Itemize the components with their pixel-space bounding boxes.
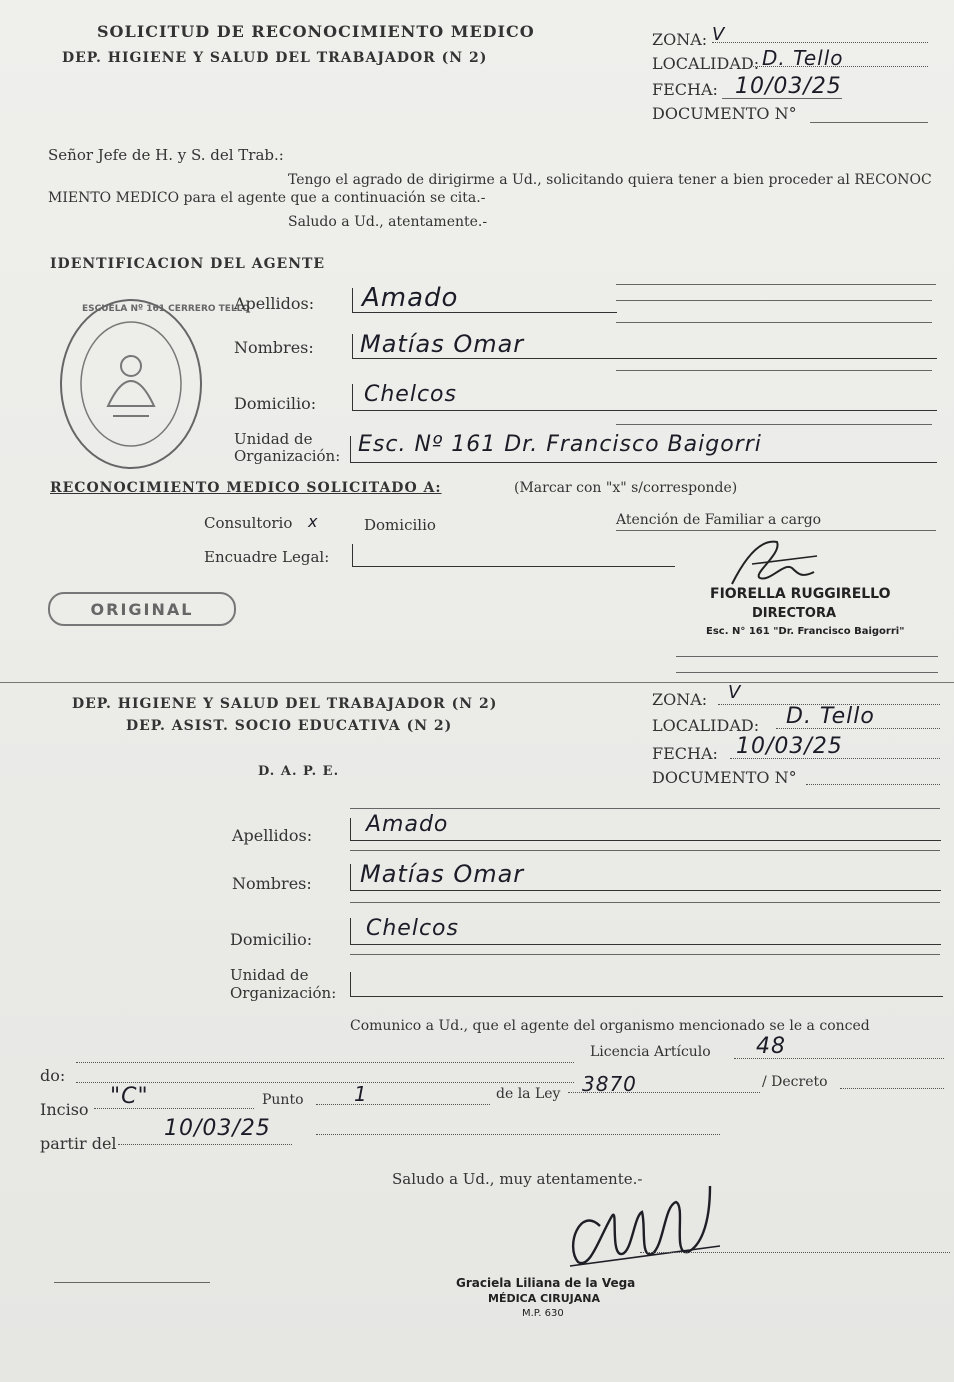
comunico-text: Comunico a Ud., que el agente del organismo mencionado se le a conced <box>350 1018 870 1034</box>
zona-value: V <box>712 24 726 45</box>
fill-line <box>350 850 940 851</box>
doctor-mp: M.P. 630 <box>522 1308 564 1319</box>
inciso-label: Inciso <box>40 1100 89 1119</box>
signer-school: Esc. N° 161 "Dr. Francisco Baigorri" <box>706 626 905 637</box>
signer-role: DIRECTORA <box>752 606 837 621</box>
bottom-dept-1: DEP. HIGIENE Y SALUD DEL TRABAJADOR (N 2) <box>72 696 498 712</box>
zona-label: ZONA: <box>652 30 708 49</box>
bottom-domicilio-label: Domicilio: <box>230 930 313 949</box>
documento-label: DOCUMENTO N° <box>652 104 797 123</box>
id-heading: IDENTIFICACION DEL AGENTE <box>50 256 326 272</box>
fecha-value: 10/03/25 <box>735 74 842 99</box>
salutation: Señor Jefe de H. y S. del Trab.: <box>48 146 284 164</box>
unidad-label-2: Organización: <box>234 447 341 465</box>
fill-line <box>616 284 936 285</box>
fecha-line <box>722 98 842 99</box>
body-line-1: Tengo el agrado de dirigirme a Ud., solicitando quiera tener a bien proceder al RECONOC <box>288 172 932 188</box>
bottom-dept-2: DEP. ASIST. SOCIO EDUCATIVA (N 2) <box>126 718 453 734</box>
atencion-option: Atención de Familiar a cargo <box>616 512 822 528</box>
licencia-label: Licencia Artículo <box>590 1044 711 1060</box>
bottom-unidad-box <box>350 972 943 997</box>
zona-line <box>712 42 928 43</box>
fill-line <box>616 424 932 425</box>
fill-line <box>76 1082 574 1083</box>
inciso-value: "C" <box>110 1084 149 1109</box>
seal-text: ESCUELA Nº 161 CERRERO TELLO <box>82 304 250 314</box>
bottom-zona-label: ZONA: <box>652 690 708 709</box>
fill-line <box>76 1062 574 1063</box>
documento-line <box>810 122 928 123</box>
doctor-role: MÉDICA CIRUJANA <box>488 1292 600 1305</box>
bottom-nombres-value: Matías Omar <box>360 860 525 888</box>
fill-line <box>616 370 932 371</box>
bottom-apellidos-label: Apellidos: <box>232 826 313 845</box>
body-line-2: MIENTO MEDICO para el agente que a continuación se cita.- <box>48 190 486 206</box>
licencia-value: 48 <box>756 1034 786 1059</box>
form-title: SOLICITUD DE RECONOCIMIENTO MEDICO <box>97 22 535 41</box>
punto-value: 1 <box>354 1082 368 1106</box>
bottom-domicilio-value: Chelcos <box>366 916 459 941</box>
bottom-fecha-line <box>730 758 940 759</box>
original-stamp-text: ORIGINAL <box>90 599 194 619</box>
unidad-value: Esc. Nº 161 Dr. Francisco Baigorri <box>358 432 762 457</box>
unidad-label-1: Unidad de <box>234 430 313 448</box>
body-line-3: Saludo a Ud., atentamente.- <box>288 214 488 230</box>
consultorio-option: Consultorio <box>204 514 293 532</box>
punto-label: Punto <box>262 1092 304 1108</box>
nombres-label: Nombres: <box>234 338 314 357</box>
ley-value: 3870 <box>582 1072 637 1096</box>
domicilio-value: Chelcos <box>364 382 457 407</box>
fill-line <box>350 808 940 809</box>
domicilio-option: Domicilio <box>364 516 436 534</box>
localidad-label: LOCALIDAD: <box>652 54 760 73</box>
encuadre-box <box>352 544 675 567</box>
recon-note: (Marcar con "x" s/corresponde) <box>514 480 738 496</box>
fill-line <box>118 1144 292 1145</box>
signer-name: FIORELLA RUGGIRELLO <box>710 586 891 602</box>
bottom-localidad-label: LOCALIDAD: <box>652 716 760 735</box>
decreto-label: / Decreto <box>762 1074 828 1090</box>
do-label: do: <box>40 1066 66 1085</box>
partir-value: 10/03/25 <box>164 1116 271 1141</box>
bottom-documento-line <box>806 784 940 785</box>
fecha-label: FECHA: <box>652 80 718 99</box>
fill-line <box>54 1282 210 1283</box>
partir-label: partir del <box>40 1134 117 1153</box>
ley-label: de la Ley <box>496 1086 561 1102</box>
consultorio-mark: x <box>308 512 319 531</box>
fill-line <box>840 1088 944 1089</box>
fill-line <box>676 672 938 673</box>
section-divider <box>0 682 954 683</box>
original-stamp <box>48 592 236 626</box>
domicilio-label: Domicilio: <box>234 394 317 413</box>
bottom-unidad-label-2: Organización: <box>230 984 337 1002</box>
localidad-line <box>750 66 928 67</box>
bottom-nombres-label: Nombres: <box>232 874 312 893</box>
bottom-zona-value: V <box>728 682 742 703</box>
fill-line <box>616 530 936 531</box>
fill-line <box>94 1108 254 1109</box>
seal-icon <box>58 296 204 472</box>
fill-line <box>734 1058 944 1059</box>
bottom-localidad-value: D. Tello <box>786 704 875 729</box>
dape-label: D. A. P. E. <box>258 764 340 779</box>
encuadre-label: Encuadre Legal: <box>204 548 330 566</box>
school-seal <box>58 296 250 472</box>
fill-line <box>316 1104 490 1105</box>
recon-heading: RECONOCIMIENTO MEDICO SOLICITADO A: <box>50 480 442 496</box>
fill-line <box>350 902 940 903</box>
saludo-text: Saludo a Ud., muy atentamente.- <box>392 1170 643 1188</box>
doctor-name: Graciela Liliana de la Vega <box>456 1276 636 1290</box>
fill-line <box>616 300 932 301</box>
bottom-documento-label: DOCUMENTO N° <box>652 768 797 787</box>
bottom-localidad-line <box>776 728 940 729</box>
fill-line <box>640 1252 950 1253</box>
apellidos-value: Amado <box>362 283 459 313</box>
bottom-unidad-label-1: Unidad de <box>230 966 309 984</box>
fill-line <box>616 322 932 323</box>
dept-heading: DEP. HIGIENE Y SALUD DEL TRABAJADOR (N 2) <box>62 50 488 66</box>
director-signature-icon <box>722 534 832 590</box>
fill-line <box>350 954 940 955</box>
bottom-apellidos-value: Amado <box>366 812 449 837</box>
bottom-fecha-value: 10/03/25 <box>736 734 843 759</box>
apellidos-label: Apellidos: <box>234 294 315 313</box>
bottom-fecha-label: FECHA: <box>652 744 718 763</box>
localidad-value: D. Tello <box>762 46 844 70</box>
doctor-signature-icon <box>560 1166 730 1276</box>
fill-line <box>568 1092 760 1093</box>
nombres-value: Matías Omar <box>360 330 525 358</box>
fill-line <box>676 656 938 657</box>
fill-line <box>316 1134 720 1135</box>
